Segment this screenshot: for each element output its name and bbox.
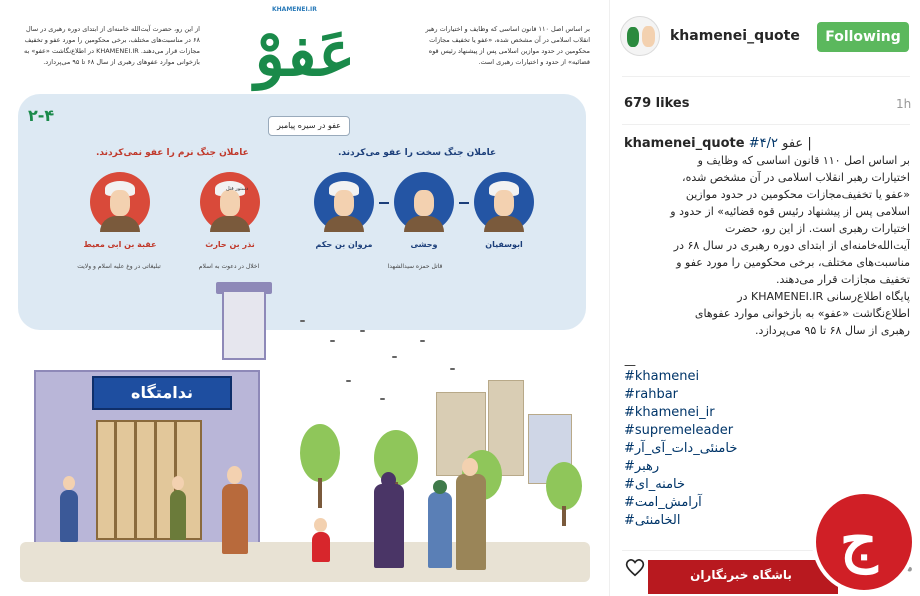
- hashtag-link[interactable]: #khamenei: [624, 369, 700, 384]
- user-avatar[interactable]: [620, 16, 660, 56]
- hashtag-link[interactable]: #khamenei_ir: [624, 405, 715, 420]
- caption-line: پایگاه اطلاع‌رسانی KHAMENEI.IR در: [737, 290, 910, 303]
- bird: [330, 340, 335, 342]
- person-head: [462, 458, 478, 476]
- post-time[interactable]: 1h: [896, 97, 912, 111]
- heart-icon[interactable]: [624, 556, 646, 578]
- caption-header: [624, 136, 812, 151]
- connector: [459, 202, 469, 204]
- portrait-marwan: [314, 172, 374, 232]
- intro-text-right: بر اساس اصل ۱۱۰ قانون اساسی که وظایف و اختیارات رهبر انقلاب اسلامی در آن مشخص شده، «عفو یا تخفیف مجازات محکومین در حدود موازین اسلامی پس از پیشنهاد رئیس قوه قضائیه» از حدود و اختیارات رهبری است.: [425, 25, 590, 66]
- order-note: دستور قتل: [226, 186, 249, 192]
- connector: [379, 202, 389, 204]
- person-woman: [374, 484, 404, 568]
- bird: [392, 356, 397, 358]
- hashtag-link[interactable]: #خامنه_ای: [624, 477, 686, 492]
- caption-tag-suffix: عفو |: [782, 136, 812, 151]
- group-soft-war-heading: عاملان جنگ نرم را عفو نمی‌کردند.: [96, 148, 249, 158]
- hashtag-link[interactable]: #supremeleader: [624, 423, 734, 438]
- bird: [450, 368, 455, 370]
- page-tag: ۲-۴: [28, 106, 55, 125]
- person-old-man: [456, 474, 486, 570]
- person-head: [381, 472, 396, 488]
- hashtag-link[interactable]: #الخامنئی: [624, 513, 681, 528]
- person-head: [172, 476, 184, 490]
- tree: [300, 424, 340, 482]
- caption-separator: —: [624, 358, 636, 372]
- bird: [420, 340, 425, 342]
- caption-line: تخفیف مجازات قرار می‌دهند.: [775, 273, 910, 286]
- site-logo: KHAMENEI.IR: [272, 6, 317, 13]
- caption-line: بر اساس اصل ۱۱۰ قانون اساسی که وظایف و: [697, 154, 910, 167]
- tree: [546, 462, 582, 510]
- header-username[interactable]: khamenei_quote: [670, 28, 800, 44]
- hashtag-link[interactable]: #خامنئی_دات_آی_آر: [624, 441, 738, 456]
- person-head: [227, 466, 242, 484]
- prison-sign: ندامتگاه: [92, 376, 232, 410]
- caption-line: اسلامی پس از پیشنهاد رئیس قوه قضائیه» از حدود و: [670, 205, 910, 218]
- caption-line: اختیارات رهبر انقلاب اسلامی در آن مشخص شده،: [682, 171, 910, 184]
- watermark-logo-glyph: ج: [840, 506, 878, 574]
- name-nadr: نذر بن حارث: [205, 240, 255, 249]
- name-abusufyan: ابوسفیان: [485, 240, 523, 249]
- hashtag-link[interactable]: #آرامش_امت: [624, 495, 702, 510]
- group-hard-war-heading: عاملان جنگ سخت را عفو می‌کردند.: [338, 148, 497, 158]
- tree-trunk: [318, 478, 322, 508]
- tree-trunk: [562, 506, 566, 526]
- note-uqba: تبلیغاتی در وغ علیه اسلام و ولایت: [77, 263, 161, 270]
- prison-gate: [96, 420, 202, 540]
- bird: [300, 320, 305, 322]
- name-wahshi: وحشی: [410, 240, 438, 249]
- bird: [346, 380, 351, 382]
- note-nadr: اخلال در دعوت به اسلام: [198, 263, 260, 270]
- portrait-nadr: [200, 172, 260, 232]
- caption-body: [624, 152, 910, 339]
- person-head: [63, 476, 75, 490]
- intro-text-left: از این رو، حضرت آیت‌الله خامنه‌ای از ابتدای دوره رهبری در سال ۶۸ در مناسبت‌های مختلف، برخی محکومین را مورد عفو و تخفیف مجازات قرار می‌دهند. KHAMENEI.IR در اطلاع‌نگاشت «عفو» به بازخوانی موارد عفوهای رهبری از سال ۶۸ تا ۹۵ می‌پردازد.: [24, 25, 200, 66]
- person-head: [433, 480, 447, 494]
- name-uqba: عقبة بن ابی معیط: [83, 240, 157, 249]
- hashtag-link[interactable]: #rahbar: [624, 387, 679, 402]
- person-guard: [60, 490, 78, 542]
- caption-username[interactable]: khamenei_quote: [624, 136, 745, 151]
- watchtower: [222, 290, 266, 360]
- person-old-woman: [428, 492, 452, 568]
- hashtag-link[interactable]: #رهبر: [624, 459, 660, 474]
- caption-line: اطلاع‌نگاشت «عفو» به بازخوانی موارد عفوهای: [694, 307, 910, 320]
- note-wahshi: قاتل حمزه سیدالشهدا: [387, 263, 443, 270]
- infographic-title: عَفوْ: [254, 17, 356, 90]
- bird: [380, 398, 385, 400]
- portrait-uqba: [90, 172, 150, 232]
- person-released-man: [222, 484, 248, 554]
- person-head: [314, 518, 327, 532]
- portrait-wahshi: [394, 172, 454, 232]
- name-marwan: مروان بن حکم: [315, 240, 373, 249]
- bird: [360, 330, 365, 332]
- person-soldier: [170, 490, 186, 540]
- hashtag-list: [624, 368, 737, 530]
- likes-count[interactable]: 679 likes: [624, 96, 690, 111]
- caption-line: مناسبت‌های مختلف، برخی محکومین را مورد عفو و: [676, 256, 910, 269]
- likes-divider: [622, 124, 910, 125]
- caption-line: «عفو یا تخفیف‌مجازات محکومین در حدود موازین: [685, 188, 910, 201]
- header-divider: [622, 76, 910, 77]
- caption-hashtag[interactable]: #۴/۲: [748, 136, 778, 151]
- caption-line: اختیارات رهبری است. از این رو، حضرت: [724, 222, 910, 235]
- person-child: [312, 532, 330, 562]
- subtitle-box: عفو در سیره پیامبر: [268, 116, 350, 136]
- portrait-abusufyan: [474, 172, 534, 232]
- watermark-text: باشگاه خبرنگاران: [690, 568, 792, 582]
- ground: [20, 542, 590, 582]
- following-button[interactable]: Following: [817, 22, 909, 52]
- caption-line: رهبری از سال ۶۸ تا ۹۵ می‌پردازد.: [755, 324, 910, 337]
- caption-line: آیت‌الله‌خامنه‌ای از ابتدای دوره رهبری در سال ۶۸ در: [673, 239, 910, 252]
